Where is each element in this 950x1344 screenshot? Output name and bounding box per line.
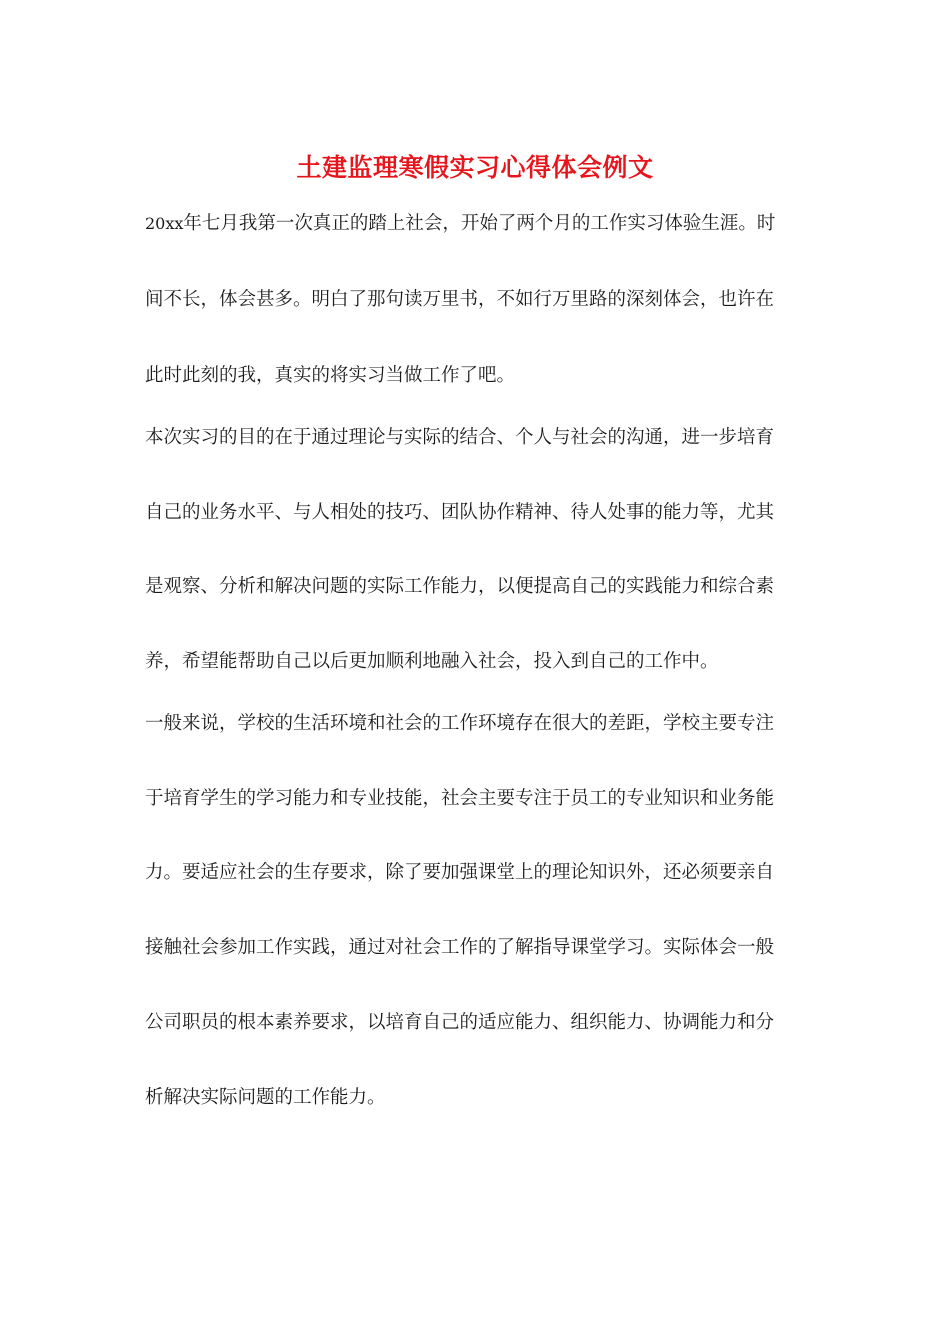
paragraph-2-line-2: 自己的业务水平、与人相处的技巧、团队协作精神、待人处事的能力等，尤其 [145,502,775,523]
paragraph-1-line-3: 此时此刻的我，真实的将实习当做工作了吧。 [145,365,516,386]
paragraph-3-line-4: 接触社会参加工作实践，通过对社会工作的了解指导课堂学习。实际体会一般 [145,937,775,958]
paragraph-3-line-6: 析解决实际问题的工作能力。 [145,1087,386,1108]
paragraph-1-line-1 [145,211,775,237]
year-text: 20xx [145,214,184,233]
line-text: 年七月我第一次真正的踏上社会，开始了两个月的工作实习体验生涯。时 [183,213,776,234]
paragraph-2-line-1: 本次实习的目的在于通过理论与实际的结合、个人与社会的沟通，进一步培育 [145,427,775,448]
paragraph-3-line-3: 力。要适应社会的生存要求，除了要加强课堂上的理论知识外，还必须要亲自 [145,862,775,883]
paragraph-3-line-1: 一般来说，学校的生活环境和社会的工作环境存在很大的差距，学校主要专注 [145,713,775,734]
paragraph-2-line-3: 是观察、分析和解决问题的实际工作能力，以便提高自己的实践能力和综合素 [145,576,775,597]
paragraph-3-line-2: 于培育学生的学习能力和专业技能，社会主要专注于员工的专业知识和业务能 [145,788,775,809]
paragraph-3-line-5: 公司职员的根本素养要求，以培育自己的适应能力、组织能力、协调能力和分 [145,1012,775,1033]
paragraph-1-line-2: 间不长，体会甚多。明白了那句读万里书，不如行万里路的深刻体会，也许在 [145,289,775,310]
paragraph-2-line-4: 养，希望能帮助自己以后更加顺利地融入社会，投入到自己的工作中。 [145,651,719,672]
document-title: 土建监理寒假实习心得体会例文 [296,153,654,182]
